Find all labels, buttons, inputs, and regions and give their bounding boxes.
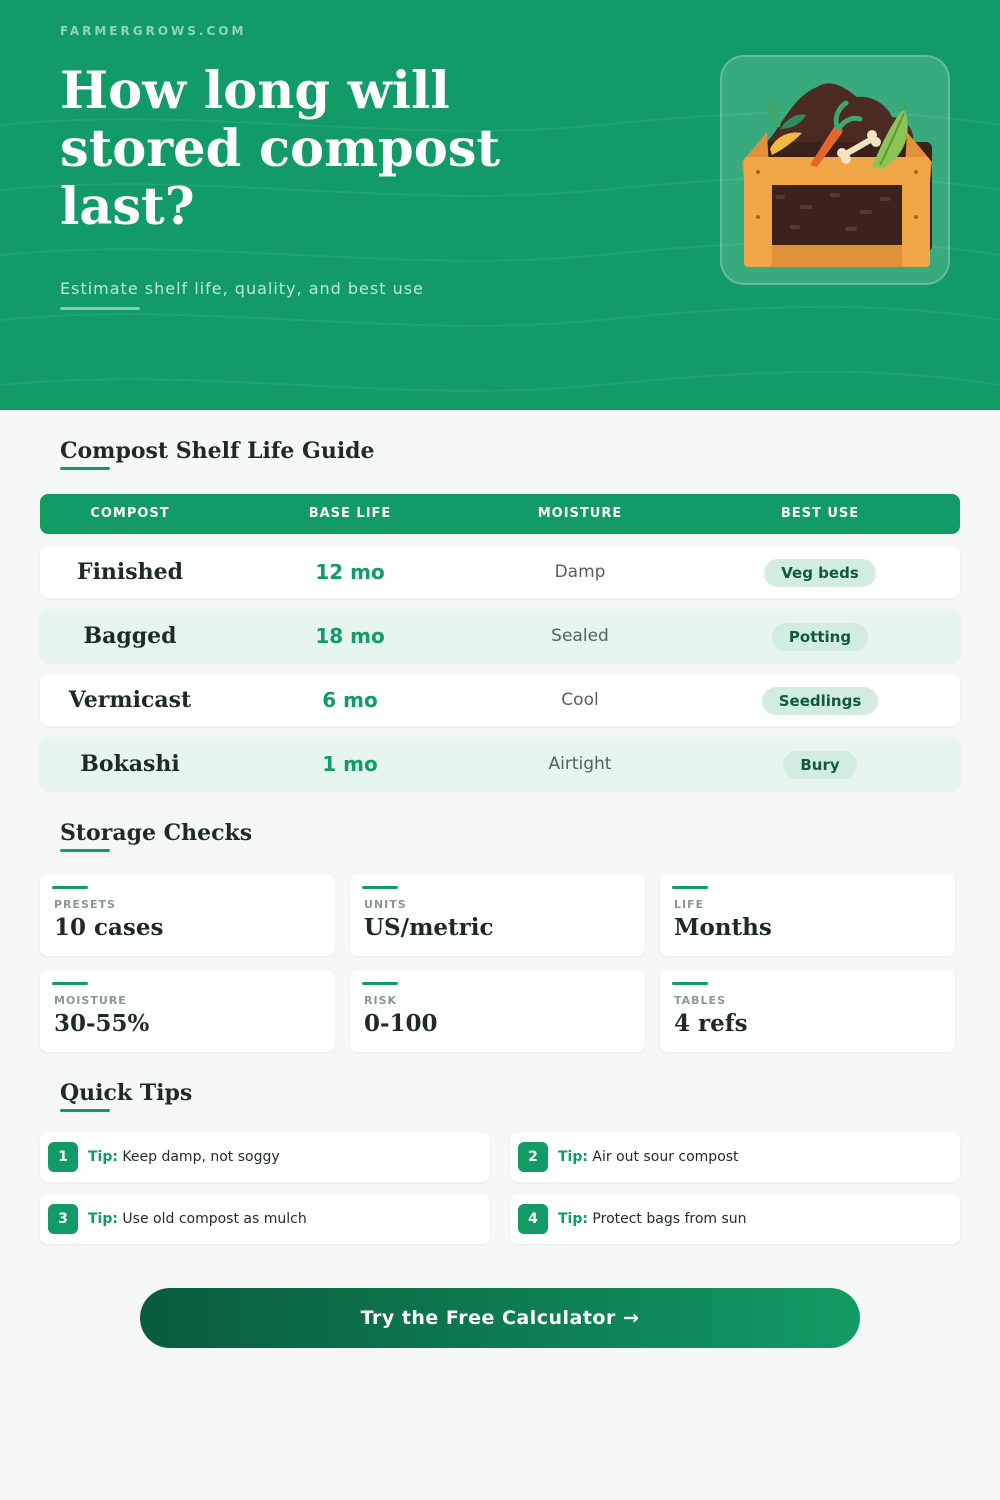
tips-title-underline — [60, 1109, 110, 1112]
stat-value: 0-100 — [364, 1010, 438, 1037]
stat-value: 4 refs — [674, 1010, 748, 1037]
tip-prefix: Tip: — [88, 1211, 118, 1227]
table-row — [40, 674, 960, 726]
compost-type: Bagged — [83, 623, 177, 649]
brand-name[interactable]: FARMERGROWS.COM — [60, 24, 247, 38]
stat-label: PRESETS — [54, 898, 116, 911]
compost-type: Finished — [76, 559, 184, 585]
table-row — [40, 546, 960, 598]
stat-card-life — [660, 874, 955, 956]
column-header-best-use: BEST USE — [780, 506, 860, 521]
stat-label: TABLES — [674, 994, 726, 1007]
best-use-cell — [700, 610, 940, 662]
stat-accent-bar — [52, 982, 88, 985]
guide-title-underline — [60, 467, 110, 470]
stat-card-moisture — [40, 970, 335, 1052]
checks-title-underline — [60, 849, 110, 852]
compost-crate-icon — [722, 57, 952, 287]
column-header-moisture: MOISTURE — [537, 506, 623, 521]
tip-body: Keep damp, not soggy — [122, 1149, 280, 1165]
best-use-badge: Bury — [783, 751, 856, 779]
hero-banner — [0, 0, 1000, 410]
tip-card — [40, 1194, 490, 1244]
guide-section-title: Compost Shelf Life Guide — [60, 438, 375, 464]
stat-value: 10 cases — [54, 914, 164, 941]
table-header — [40, 494, 960, 534]
best-use-cell — [700, 546, 940, 598]
tip-text — [88, 1132, 280, 1182]
compost-type: Vermicast — [68, 687, 192, 713]
tip-body: Use old compost as mulch — [122, 1211, 307, 1227]
tip-body: Air out sour compost — [592, 1149, 739, 1165]
moisture-value: Damp — [554, 562, 606, 582]
stat-label: UNITS — [364, 898, 407, 911]
table-row — [40, 610, 960, 662]
column-header-base-life: BASE LIFE — [308, 506, 392, 521]
hero-illustration-card — [720, 55, 950, 285]
tip-prefix: Tip: — [558, 1211, 588, 1227]
stat-accent-bar — [672, 886, 708, 889]
best-use-cell — [700, 674, 940, 726]
base-life-value: 6 mo — [322, 688, 378, 712]
tip-text — [558, 1194, 747, 1244]
tip-number-badge: 3 — [48, 1204, 78, 1234]
best-use-badge: Potting — [772, 623, 868, 651]
checks-section-title: Storage Checks — [60, 820, 253, 846]
tip-number-badge: 1 — [48, 1142, 78, 1172]
base-life-value: 12 mo — [315, 560, 385, 584]
best-use-badge: Seedlings — [762, 687, 879, 715]
best-use-cell — [700, 738, 940, 790]
best-use-badge: Veg beds — [764, 559, 876, 587]
tip-number-badge: 4 — [518, 1204, 548, 1234]
tip-prefix: Tip: — [88, 1149, 118, 1165]
stat-card-presets — [40, 874, 335, 956]
page-subtitle: Estimate shelf life, quality, and best use — [60, 279, 424, 298]
stat-label: RISK — [364, 994, 398, 1007]
tip-body: Protect bags from sun — [592, 1211, 747, 1227]
tip-card — [510, 1132, 960, 1182]
tip-number-badge: 2 — [518, 1142, 548, 1172]
tip-text — [558, 1132, 739, 1182]
base-life-value: 18 mo — [315, 624, 385, 648]
stat-value: 30-55% — [54, 1010, 150, 1037]
page-title: How long will stored compost last? — [60, 61, 500, 237]
calculator-cta-button[interactable]: Try the Free Calculator → — [140, 1288, 860, 1348]
moisture-value: Airtight — [548, 754, 612, 774]
tip-text — [88, 1194, 307, 1244]
stat-accent-bar — [672, 982, 708, 985]
stat-accent-bar — [52, 886, 88, 889]
stat-accent-bar — [362, 982, 398, 985]
stat-accent-bar — [362, 886, 398, 889]
compost-type: Bokashi — [80, 751, 180, 777]
stat-card-tables — [660, 970, 955, 1052]
tip-card — [40, 1132, 490, 1182]
stat-card-risk — [350, 970, 645, 1052]
moisture-value: Cool — [561, 690, 599, 710]
stat-label: LIFE — [674, 898, 705, 911]
tip-prefix: Tip: — [558, 1149, 588, 1165]
base-life-value: 1 mo — [322, 752, 378, 776]
stat-value: Months — [674, 914, 772, 941]
moisture-value: Sealed — [551, 626, 609, 646]
column-header-compost: COMPOST — [90, 506, 170, 521]
tip-card — [510, 1194, 960, 1244]
stat-value: US/metric — [364, 914, 494, 941]
subtitle-underline — [60, 307, 140, 310]
stat-card-units — [350, 874, 645, 956]
table-row — [40, 738, 960, 790]
tips-section-title: Quick Tips — [60, 1080, 193, 1106]
stat-label: MOISTURE — [54, 994, 127, 1007]
